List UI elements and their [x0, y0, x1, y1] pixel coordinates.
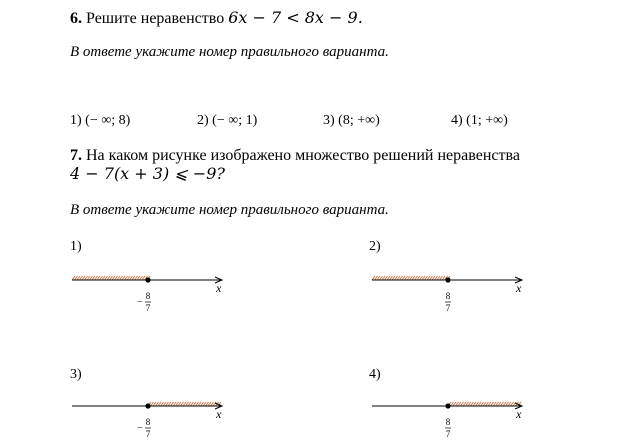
point-label-denominator: 7 [445, 303, 451, 313]
problem-7-statement [70, 147, 520, 165]
problem-6-number: 6. [70, 10, 82, 27]
figure-2-label: 2) [369, 239, 381, 254]
axis-variable-label: x [216, 407, 222, 421]
figure-1-label: 1) [70, 239, 82, 254]
point-label-numerator: 8 [445, 291, 451, 301]
marked-point [445, 277, 450, 282]
axis-variable-label: x [516, 281, 522, 295]
problem-7-instruction: В ответе укажите номер правильного варианта. [70, 202, 389, 218]
problem-6-inequality: 6x − 7 < 8x − 9. [228, 8, 363, 27]
number-line-figure-4 [370, 396, 540, 446]
problem-6-option-3: 3) (8; +∞) [323, 113, 380, 128]
figure-4-label: 4) [369, 367, 381, 382]
problem-7-text: На каком рисунке изображено множество решений неравенства [86, 147, 520, 164]
problem-6-option-4: 4) (1; +∞) [451, 113, 508, 128]
problem-6-instruction: В ответе укажите номер правильного варианта. [70, 44, 389, 60]
marked-point [145, 277, 150, 282]
number-line-figure-2 [370, 270, 540, 320]
hatched-region [72, 276, 150, 280]
axis-variable-label: x [216, 281, 222, 295]
problem-6-option-2: 2) (− ∞; 1) [197, 113, 258, 128]
point-label-minus: − [137, 297, 143, 308]
point-label-minus: − [137, 423, 143, 434]
figure-3-label: 3) [70, 367, 82, 382]
number-line-figure-1 [70, 270, 240, 320]
point-label-denominator: 7 [145, 429, 151, 439]
marked-point [145, 403, 150, 408]
problem-6-text: Решите неравенство [86, 10, 225, 27]
hatched-region [448, 402, 521, 406]
hatched-region [372, 276, 450, 280]
problem-7-number: 7. [70, 147, 82, 164]
hatched-region [148, 402, 221, 406]
point-label-numerator: 8 [145, 417, 151, 427]
number-line-figure-3 [70, 396, 240, 446]
problem-7-inequality: 4 − 7(x + 3) ⩽ −9? [70, 164, 225, 183]
problem-6-option-1: 1) (− ∞; 8) [70, 113, 131, 128]
problem-6-statement [70, 8, 363, 28]
point-label-numerator: 8 [445, 417, 451, 427]
point-label-denominator: 7 [445, 429, 451, 439]
axis-variable-label: x [516, 407, 522, 421]
point-label-denominator: 7 [145, 303, 151, 313]
point-label-numerator: 8 [145, 291, 151, 301]
marked-point [445, 403, 450, 408]
